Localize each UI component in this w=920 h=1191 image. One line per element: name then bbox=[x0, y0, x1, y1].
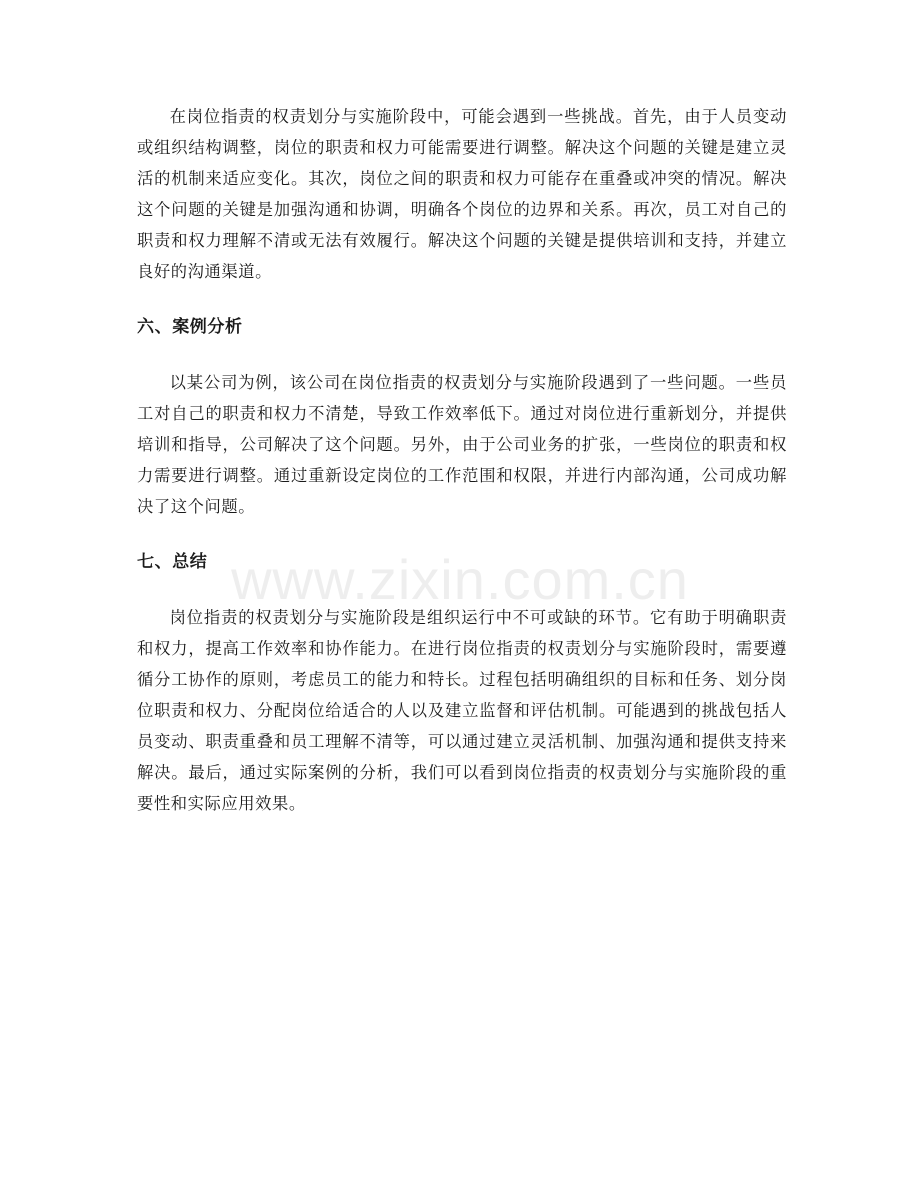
document-body bbox=[137, 101, 787, 819]
paragraph-case-analysis: 以某公司为例，该公司在岗位指责的权责划分与实施阶段遇到了一些问题。一些员工对自己的职责和权力不清楚，导致工作效率低下。通过对岗位进行重新划分，并提供培训和指导，公司解决了这个问题。另外，由于公司业务的扩张，一些岗位的职责和权力需要进行调整。通过重新设定岗位的工作范围和权限，并进行内部沟通，公司成功解决了这个问题。 bbox=[137, 373, 787, 516]
section-heading-summary: 七、总结 bbox=[137, 552, 208, 572]
section-heading-case-analysis: 六、案例分析 bbox=[137, 317, 243, 337]
paragraph-summary: 岗位指责的权责划分与实施阶段是组织运行中不可或缺的环节。它有助于明确职责和权力，提高工作效率和协作能力。在进行岗位指责的权责划分与实施阶段时，需要遵循分工协作的原则，考虑员工的能力和特长。过程包括明确组织的目标和任务、划分岗位职责和权力、分配岗位给适合的人以及建立监督和评估机制。可能遇到的挑战包括人员变动、职责重叠和员工理解不清等，可以通过建立灵活机制、加强沟通和提供支持来解决。最后，通过实际案例的分析，我们可以看到岗位指责的权责划分与实施阶段的重要性和实际应用效果。 bbox=[137, 608, 787, 813]
watermark: www.zixin.com.cn bbox=[231, 548, 689, 611]
paragraph-challenges: 在岗位指责的权责划分与实施阶段中，可能会遇到一些挑战。首先，由于人员变动或组织结构调整，岗位的职责和权力可能需要进行调整。解决这个问题的关键是建立灵活的机制来适应变化。其次，岗位之间的职责和权力可能存在重叠或冲突的情况。解决这个问题的关键是加强沟通和协调，明确各个岗位的边界和关系。再次，员工对自己的职责和权力理解不清或无法有效履行。解决这个问题的关键是提供培训和支持，并建立良好的沟通渠道。 bbox=[137, 107, 787, 281]
